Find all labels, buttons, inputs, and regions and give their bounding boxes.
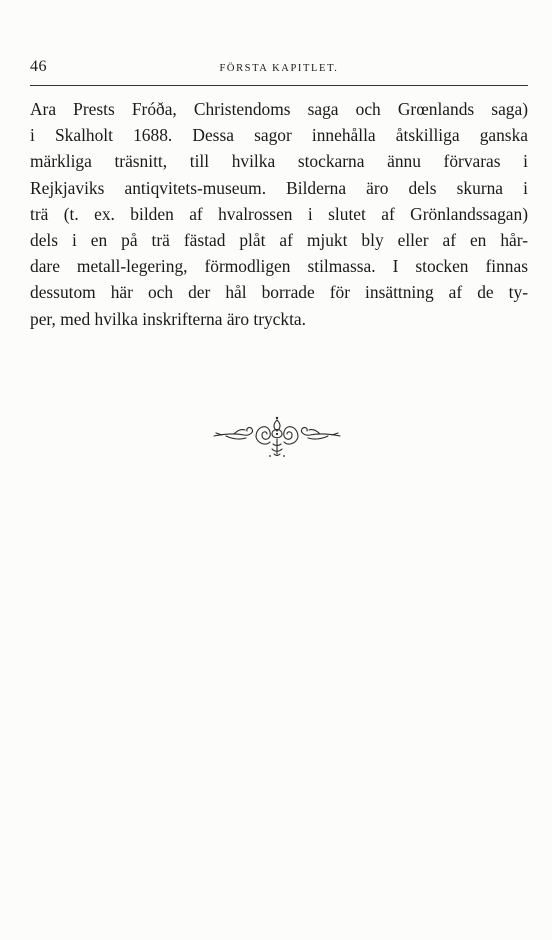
floral-tailpiece-ornament-icon: [212, 412, 342, 462]
header-rule: [30, 85, 528, 86]
text-line: per, med hvilka inskrifterna äro tryckta.: [30, 308, 306, 329]
text-line: dessutom här och der hål borrade för insättning af de ty-: [30, 282, 528, 303]
text-line: Ara Prests Fróða, Christendoms saga och Grœnlands saga): [30, 99, 528, 119]
text-line: i Skalholt 1688. Dessa sagor innehålla åtskilliga ganska: [30, 125, 528, 146]
body-paragraph: [30, 96, 528, 332]
chapter-title: FÖRSTA KAPITLET.: [219, 63, 339, 74]
text-line: dels i en på trä fästad plåt af mjukt bly eller af en hår-: [30, 229, 528, 250]
text-line: trä (t. ex. bilden af hvalrossen i slutet af Grönlandssagan): [30, 203, 528, 224]
text-line: Rejkjaviks antiqvitets-museum. Bilderna äro dels skurna i: [30, 177, 528, 198]
text-line: märkliga träsnitt, till hvilka stockarna ännu förvaras i: [30, 151, 528, 172]
running-head: [30, 58, 528, 82]
text-line: dare metall-legering, förmodligen stilmassa. I stocken finnas: [30, 256, 528, 277]
page-number: 46: [30, 58, 47, 75]
